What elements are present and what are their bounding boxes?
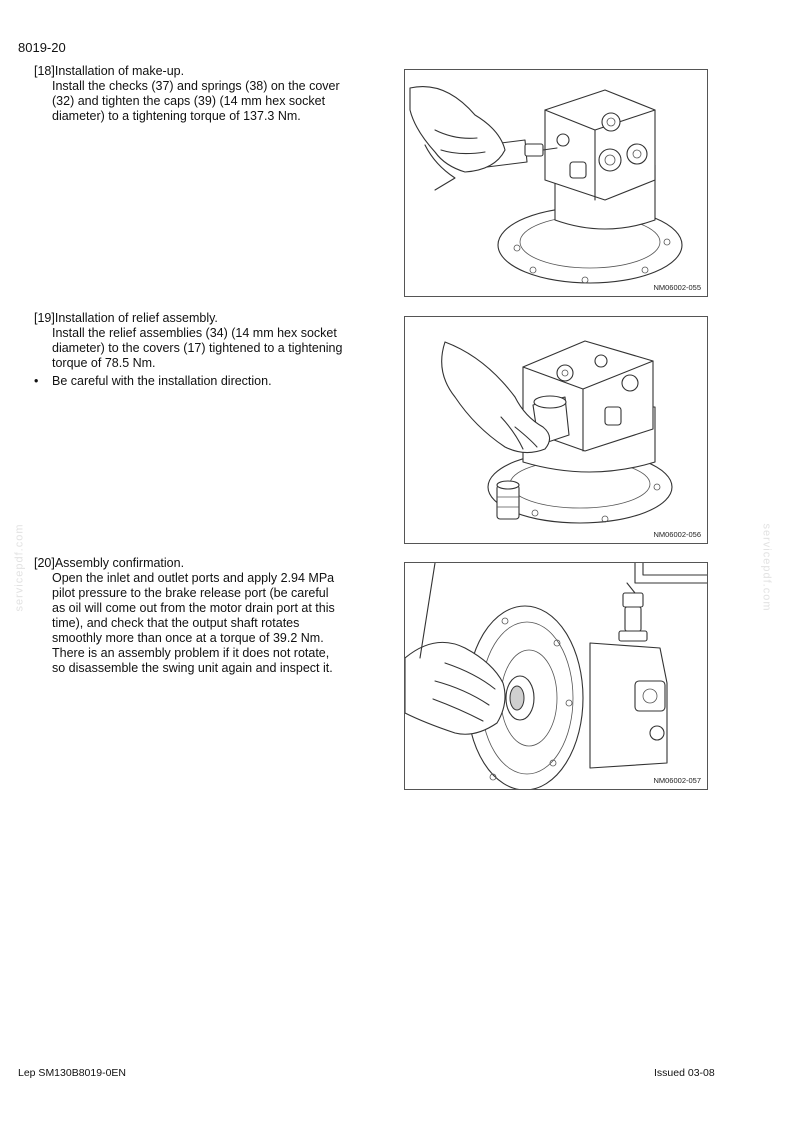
step-19-line: diameter) to the covers (17) tightened to a tightening (52, 341, 343, 355)
watermark-right: servicepdf.com (760, 523, 773, 612)
step-19-bullet (34, 374, 374, 389)
step-20-line: time), and check that the output shaft rotates (52, 616, 300, 630)
step-18-line: (32) and tighten the caps (39) (14 mm hex socket (52, 94, 326, 108)
figure-relief-installation (404, 316, 708, 544)
step-18-heading: [18]Installation of make-up. (34, 64, 185, 78)
figure-make-up-installation (404, 69, 708, 297)
step-20-line: Open the inlet and outlet ports and apply 2.94 MPa (52, 571, 335, 585)
step-18-line: diameter) to a tightening torque of 137.3 Nm. (52, 109, 301, 123)
step-18-line: Install the checks (37) and springs (38) on the cover (52, 79, 340, 93)
bullet-text: Be careful with the installation direction. (52, 374, 272, 388)
step-19-line: torque of 78.5 Nm. (52, 356, 156, 370)
footer-document-id: Lep SM130B8019-0EN (18, 1067, 126, 1079)
motor-cover-illustration (405, 70, 707, 296)
step-20-line: pilot pressure to the brake release port (be careful (52, 586, 329, 600)
step-20-line: There is an assembly problem if it does not rotate, (52, 646, 330, 660)
footer-issue-date: Issued 03-08 (654, 1067, 715, 1079)
relief-assembly-illustration (405, 317, 707, 543)
step-20-heading: [20]Assembly confirmation. (34, 556, 185, 570)
step-20-body (52, 571, 372, 676)
step-19-heading: [19]Installation of relief assembly. (34, 311, 218, 325)
figure-code: NM06002-057 (653, 776, 701, 785)
figure-assembly-confirmation (404, 562, 708, 790)
figure-code: NM06002-055 (653, 283, 701, 292)
step-19-line: Install the relief assemblies (34) (14 mm hex socket (52, 326, 337, 340)
page-number: 8019-20 (18, 40, 66, 55)
bullet-dot: • (34, 374, 39, 388)
step-19-body (52, 326, 372, 371)
step-20-line: so disassemble the swing unit again and inspect it. (52, 661, 333, 675)
output-shaft-illustration (405, 563, 707, 789)
watermark-left: servicepdf.com (13, 523, 26, 612)
step-20-line: as oil will come out from the motor drain port at this (52, 601, 335, 615)
figure-code: NM06002-056 (653, 530, 701, 539)
step-18-body (52, 79, 372, 124)
step-20-line: smoothly more than once at a torque of 39.2 Nm. (52, 631, 324, 645)
